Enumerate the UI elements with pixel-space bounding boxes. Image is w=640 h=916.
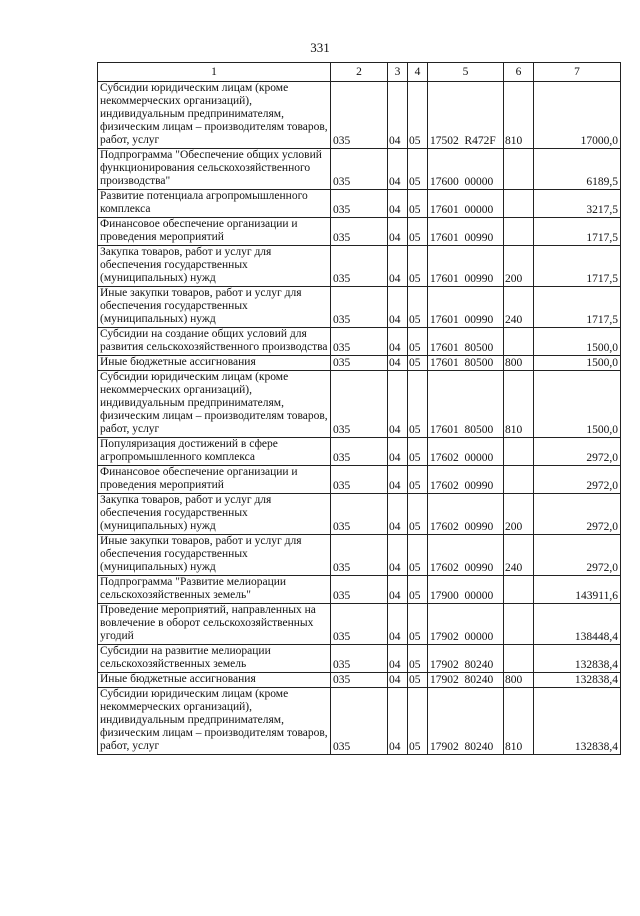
subsection-code-cell: 05 (408, 576, 428, 604)
direction-code: 00990 (464, 521, 494, 533)
direction-code: 00000 (464, 590, 494, 602)
row-name-cell: Финансовое обеспечение организации и проведения мероприятий (98, 466, 331, 494)
program-code-cell (428, 604, 504, 645)
program-code: 17601 (430, 314, 459, 326)
expense-type-cell (504, 576, 534, 604)
amount-cell: 143911,6 (534, 576, 621, 604)
section-code-cell: 04 (388, 328, 408, 356)
subsection-code-cell: 05 (408, 190, 428, 218)
table-row (98, 673, 621, 688)
row-name-cell: Подпрограмма "Обеспечение общих условий функционирования сельскохозяйственного производства" (98, 149, 331, 190)
expense-type-cell: 800 (504, 673, 534, 688)
table-row (98, 466, 621, 494)
section-code-cell: 04 (388, 576, 408, 604)
subsection-code-cell: 05 (408, 287, 428, 328)
page-number: 331 (310, 40, 330, 55)
table-row (98, 604, 621, 645)
section-code-cell: 04 (388, 149, 408, 190)
amount-cell: 1717,5 (534, 246, 621, 287)
table-row (98, 287, 621, 328)
program-code: 17601 (430, 232, 459, 244)
ministry-code-cell: 035 (331, 82, 388, 149)
header-row (98, 63, 621, 82)
row-name-cell: Подпрограмма "Развитие мелиорации сельскохозяйственных земель" (98, 576, 331, 604)
section-code-cell: 04 (388, 535, 408, 576)
section-code-cell: 04 (388, 688, 408, 755)
row-name-cell: Развитие потенциала агропромышленного комплекса (98, 190, 331, 218)
program-code-cell (428, 371, 504, 438)
amount-cell: 132838,4 (534, 688, 621, 755)
amount-cell: 2972,0 (534, 535, 621, 576)
section-code-cell: 04 (388, 190, 408, 218)
subsection-code-cell: 05 (408, 82, 428, 149)
ministry-code-cell: 035 (331, 688, 388, 755)
direction-code: 00000 (464, 204, 494, 216)
row-name-cell: Иные закупки товаров, работ и услуг для обеспечения государственных (муниципальных) нужд (98, 535, 331, 576)
header-col-2: 2 (331, 63, 388, 82)
program-code: 17902 (430, 631, 459, 643)
table-row (98, 576, 621, 604)
program-code-cell (428, 494, 504, 535)
amount-cell: 1500,0 (534, 356, 621, 371)
program-code-cell (428, 438, 504, 466)
program-code: 17601 (430, 424, 459, 436)
program-code-cell (428, 356, 504, 371)
expense-type-cell: 240 (504, 535, 534, 576)
subsection-code-cell: 05 (408, 371, 428, 438)
ministry-code-cell: 035 (331, 149, 388, 190)
program-code: 17900 (430, 590, 459, 602)
header-col-6: 6 (504, 63, 534, 82)
program-code-cell (428, 576, 504, 604)
program-code: 17602 (430, 452, 459, 464)
row-name-cell: Субсидии юридическим лицам (кроме некоммерческих организаций), индивидуальным предпринимателям, физическим лицам – производителям товаров, работ, услуг (98, 371, 331, 438)
row-name-cell: Субсидии на создание общих условий для развития сельскохозяйственного производства (98, 328, 331, 356)
ministry-code-cell: 035 (331, 466, 388, 494)
program-code-cell (428, 688, 504, 755)
program-code: 17601 (430, 342, 459, 354)
subsection-code-cell: 05 (408, 149, 428, 190)
section-code-cell: 04 (388, 494, 408, 535)
section-code-cell: 04 (388, 287, 408, 328)
subsection-code-cell: 05 (408, 356, 428, 371)
direction-code: 00990 (464, 562, 494, 574)
program-code-cell (428, 328, 504, 356)
table-row (98, 190, 621, 218)
ministry-code-cell: 035 (331, 576, 388, 604)
expense-type-cell (504, 218, 534, 246)
direction-code: 00990 (464, 273, 494, 285)
program-code: 17502 (430, 135, 459, 147)
amount-cell: 1500,0 (534, 328, 621, 356)
row-name-cell: Иные бюджетные ассигнования (98, 356, 331, 371)
table-row (98, 328, 621, 356)
amount-cell: 138448,4 (534, 604, 621, 645)
program-code: 17602 (430, 521, 459, 533)
subsection-code-cell: 05 (408, 688, 428, 755)
program-code-cell (428, 673, 504, 688)
program-code-cell (428, 190, 504, 218)
direction-code: 80500 (464, 342, 494, 354)
expense-type-cell: 240 (504, 287, 534, 328)
section-code-cell: 04 (388, 673, 408, 688)
program-code-cell (428, 645, 504, 673)
amount-cell: 6189,5 (534, 149, 621, 190)
ministry-code-cell: 035 (331, 218, 388, 246)
program-code: 17601 (430, 204, 459, 216)
amount-cell: 132838,4 (534, 673, 621, 688)
section-code-cell: 04 (388, 466, 408, 494)
section-code-cell: 04 (388, 645, 408, 673)
subsection-code-cell: 05 (408, 535, 428, 576)
row-name-cell: Иные закупки товаров, работ и услуг для обеспечения государственных (муниципальных) нужд (98, 287, 331, 328)
amount-cell: 2972,0 (534, 494, 621, 535)
ministry-code-cell: 035 (331, 535, 388, 576)
direction-code: 80500 (464, 424, 494, 436)
table-row (98, 688, 621, 755)
ministry-code-cell: 035 (331, 494, 388, 535)
expense-type-cell: 810 (504, 688, 534, 755)
direction-code: 80240 (464, 659, 494, 671)
ministry-code-cell: 035 (331, 371, 388, 438)
expense-type-cell (504, 328, 534, 356)
direction-code: 00000 (464, 631, 494, 643)
budget-table (97, 62, 621, 755)
row-name-cell: Проведение мероприятий, направленных на вовлечение в оборот сельскохозяйственных угодий (98, 604, 331, 645)
program-code: 17902 (430, 741, 459, 753)
section-code-cell: 04 (388, 356, 408, 371)
ministry-code-cell: 035 (331, 356, 388, 371)
amount-cell: 132838,4 (534, 645, 621, 673)
table-row (98, 645, 621, 673)
program-code-cell (428, 82, 504, 149)
row-name-cell: Финансовое обеспечение организации и проведения мероприятий (98, 218, 331, 246)
direction-code: 00000 (464, 452, 494, 464)
row-name-cell: Субсидии юридическим лицам (кроме некоммерческих организаций), индивидуальным предпринимателям, физическим лицам – производителям товаров, работ, услуг (98, 688, 331, 755)
expense-type-cell (504, 466, 534, 494)
subsection-code-cell: 05 (408, 494, 428, 535)
program-code: 17601 (430, 273, 459, 285)
direction-code: 00990 (464, 314, 494, 326)
expense-type-cell: 800 (504, 356, 534, 371)
table-row (98, 535, 621, 576)
program-code: 17902 (430, 674, 459, 686)
program-code: 17602 (430, 480, 459, 492)
ministry-code-cell: 035 (331, 287, 388, 328)
direction-code: 00000 (464, 176, 494, 188)
header-col-3: 3 (388, 63, 408, 82)
header-col-5: 5 (428, 63, 504, 82)
section-code-cell: 04 (388, 371, 408, 438)
program-code: 17601 (430, 357, 459, 369)
row-name-cell: Популяризация достижений в сфере агропромышленного комплекса (98, 438, 331, 466)
program-code-cell (428, 466, 504, 494)
section-code-cell: 04 (388, 218, 408, 246)
ministry-code-cell: 035 (331, 246, 388, 287)
expense-type-cell: 200 (504, 246, 534, 287)
program-code-cell (428, 287, 504, 328)
subsection-code-cell: 05 (408, 218, 428, 246)
ministry-code-cell: 035 (331, 190, 388, 218)
program-code: 17602 (430, 562, 459, 574)
expense-type-cell (504, 604, 534, 645)
direction-code: 80240 (464, 741, 494, 753)
direction-code: R472F (464, 135, 496, 147)
direction-code: 00990 (464, 480, 494, 492)
expense-type-cell (504, 645, 534, 673)
expense-type-cell (504, 438, 534, 466)
table-row (98, 149, 621, 190)
row-name-cell: Иные бюджетные ассигнования (98, 673, 331, 688)
program-code-cell (428, 149, 504, 190)
ministry-code-cell: 035 (331, 673, 388, 688)
table-row (98, 246, 621, 287)
program-code-cell (428, 535, 504, 576)
direction-code: 80500 (464, 357, 494, 369)
table-row (98, 218, 621, 246)
section-code-cell: 04 (388, 246, 408, 287)
ministry-code-cell: 035 (331, 438, 388, 466)
row-name-cell: Субсидии юридическим лицам (кроме некоммерческих организаций), индивидуальным предпринимателям, физическим лицам – производителям товаров, работ, услуг (98, 82, 331, 149)
amount-cell: 17000,0 (534, 82, 621, 149)
expense-type-cell (504, 149, 534, 190)
amount-cell: 3217,5 (534, 190, 621, 218)
subsection-code-cell: 05 (408, 246, 428, 287)
table-row (98, 494, 621, 535)
direction-code: 80240 (464, 674, 494, 686)
amount-cell: 2972,0 (534, 438, 621, 466)
table-row (98, 82, 621, 149)
ministry-code-cell: 035 (331, 645, 388, 673)
subsection-code-cell: 05 (408, 673, 428, 688)
program-code: 17600 (430, 176, 459, 188)
amount-cell: 1717,5 (534, 218, 621, 246)
header-col-4: 4 (408, 63, 428, 82)
table-row (98, 438, 621, 466)
section-code-cell: 04 (388, 438, 408, 466)
amount-cell: 1500,0 (534, 371, 621, 438)
expense-type-cell (504, 190, 534, 218)
section-code-cell: 04 (388, 82, 408, 149)
program-code-cell (428, 246, 504, 287)
amount-cell: 1717,5 (534, 287, 621, 328)
expense-type-cell: 200 (504, 494, 534, 535)
table-row (98, 356, 621, 371)
program-code: 17902 (430, 659, 459, 671)
subsection-code-cell: 05 (408, 328, 428, 356)
program-code-cell (428, 218, 504, 246)
row-name-cell: Закупка товаров, работ и услуг для обеспечения государственных (муниципальных) нужд (98, 246, 331, 287)
subsection-code-cell: 05 (408, 645, 428, 673)
row-name-cell: Закупка товаров, работ и услуг для обеспечения государственных (муниципальных) нужд (98, 494, 331, 535)
amount-cell: 2972,0 (534, 466, 621, 494)
row-name-cell: Субсидии на развитие мелиорации сельскохозяйственных земель (98, 645, 331, 673)
ministry-code-cell: 035 (331, 604, 388, 645)
direction-code: 00990 (464, 232, 494, 244)
header-col-7: 7 (534, 63, 621, 82)
expense-type-cell: 810 (504, 371, 534, 438)
subsection-code-cell: 05 (408, 438, 428, 466)
subsection-code-cell: 05 (408, 466, 428, 494)
header-col-1: 1 (98, 63, 331, 82)
subsection-code-cell: 05 (408, 604, 428, 645)
ministry-code-cell: 035 (331, 328, 388, 356)
table-row (98, 371, 621, 438)
expense-type-cell: 810 (504, 82, 534, 149)
section-code-cell: 04 (388, 604, 408, 645)
